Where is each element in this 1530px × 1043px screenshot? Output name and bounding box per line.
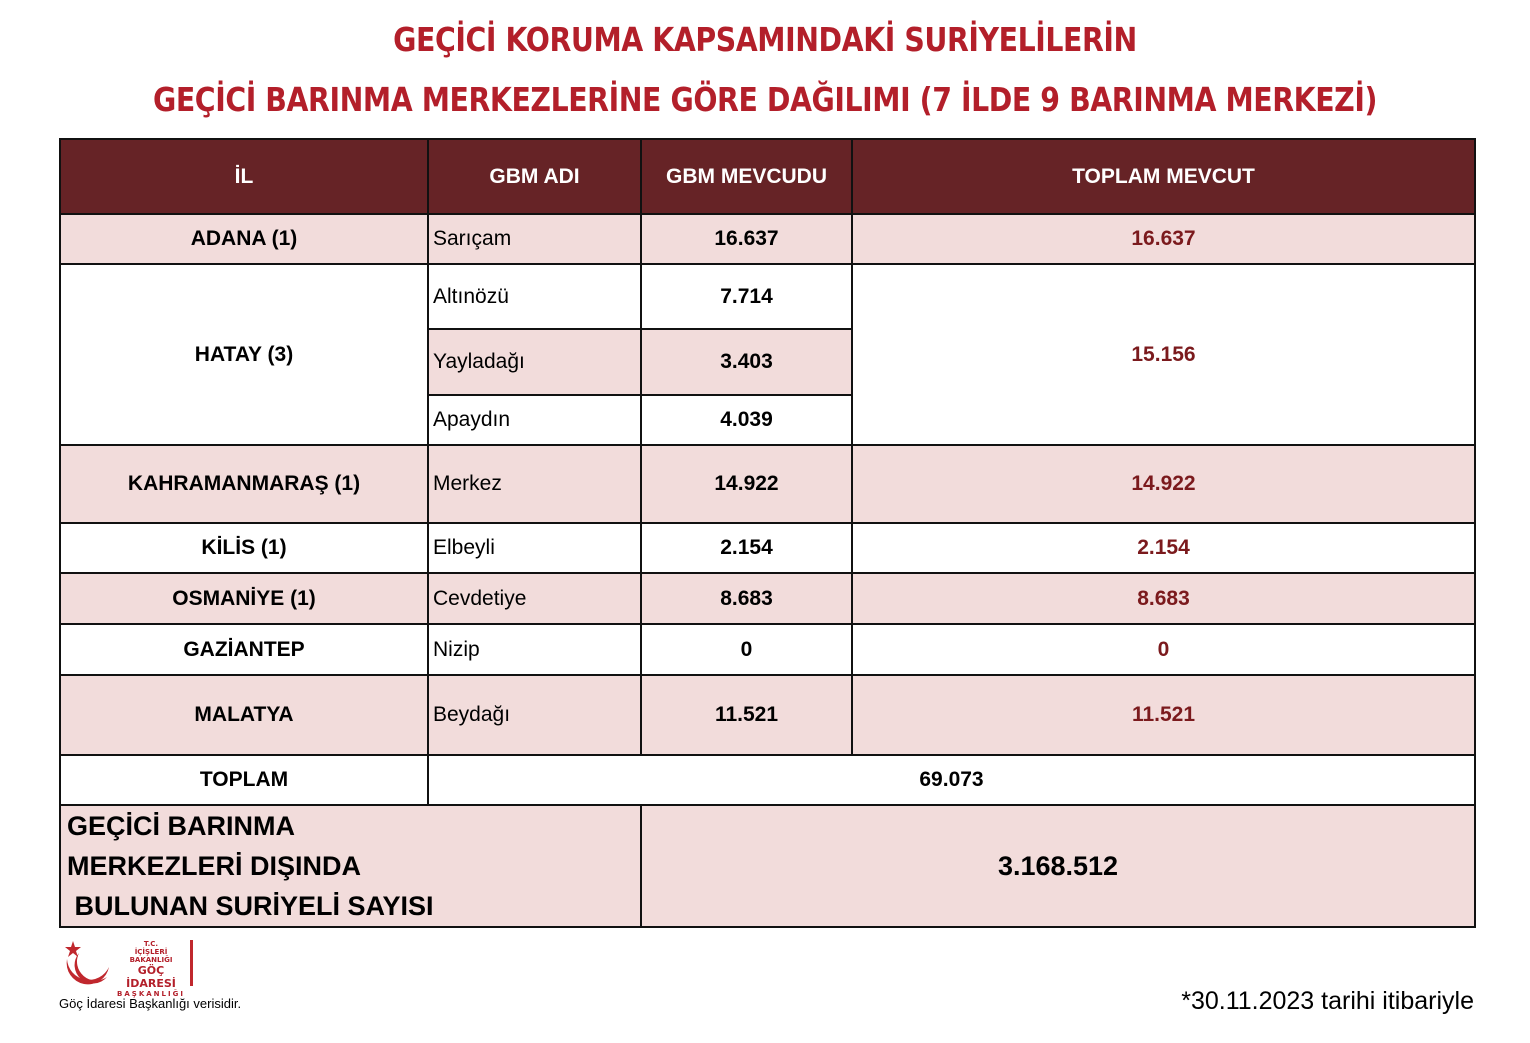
logo-line-2: İÇİŞLERİ BAKANLIĞI — [129, 948, 173, 964]
cell-gbm-adi: Apaydın — [428, 395, 641, 445]
cell-toplam-mevcut: 0 — [852, 624, 1475, 675]
cell-toplam-mevcut: 14.922 — [852, 445, 1475, 523]
table-row-malatya — [60, 675, 1475, 755]
cell-gbm-adi: Elbeyli — [428, 523, 641, 573]
page-title-line-2: GEÇİCİ BARINMA MERKEZLERİNE GÖRE DAĞILIMI (7 İLDE 9 BARINMA MERKEZİ) — [152, 80, 1378, 119]
cell-gbm-adi: Cevdetiye — [428, 573, 641, 624]
cell-il: GAZİANTEP — [60, 624, 428, 675]
cell-il: ADANA (1) — [60, 214, 428, 264]
cell-toplam-mevcut: 8.683 — [852, 573, 1475, 624]
cell-gbm-mevcudu: 8.683 — [641, 573, 852, 624]
source-note: Göç İdaresi Başkanlığı verisidir. — [59, 996, 242, 1011]
table-row-adana — [60, 214, 1475, 264]
logo-line-1: T.C. — [143, 940, 159, 948]
cell-gbm-mevcudu: 3.403 — [641, 329, 852, 395]
cell-gbm-mevcudu: 11.521 — [641, 675, 852, 755]
outside-label-line-3: BULUNAN SURİYELİ SAYISI — [67, 891, 434, 921]
cell-toplam-label: TOPLAM — [60, 755, 428, 805]
cell-il: OSMANİYE (1) — [60, 573, 428, 624]
cell-gbm-mevcudu: 7.714 — [641, 264, 852, 329]
logo-line-3: GÖÇ İDARESİ — [126, 964, 176, 990]
table-row-gaziantep — [60, 624, 1475, 675]
table-row-kilis — [60, 523, 1475, 573]
distribution-table — [59, 138, 1476, 928]
header-gbm-mevcudu: GBM MEVCUDU — [641, 139, 852, 214]
outside-label-line-1: GEÇİCİ BARINMA — [67, 811, 295, 841]
cell-gbm-adi: Altınözü — [428, 264, 641, 329]
cell-gbm-adi: Merkez — [428, 445, 641, 523]
table-row-hatay-1 — [60, 264, 1475, 329]
cell-gbm-mevcudu: 0 — [641, 624, 852, 675]
cell-gbm-mevcudu: 2.154 — [641, 523, 852, 573]
cell-gbm-adi: Nizip — [428, 624, 641, 675]
cell-toplam-mevcut: 15.156 — [852, 264, 1475, 445]
header-toplam-mevcut: TOPLAM MEVCUT — [852, 139, 1475, 214]
logo-line-4: BAŞKANLIĞI — [117, 990, 185, 998]
logo-divider — [190, 940, 193, 986]
page-title-line-1: GEÇİCİ KORUMA KAPSAMINDAKİ SURİYELİLERİN — [393, 20, 1137, 59]
cell-toplam-value: 69.073 — [428, 755, 1475, 805]
cell-gbm-adi: Sarıçam — [428, 214, 641, 264]
cell-toplam-mevcut: 2.154 — [852, 523, 1475, 573]
cell-gbm-adi: Yayladağı — [428, 329, 641, 395]
cell-outside-value: 3.168.512 — [641, 805, 1475, 927]
table-row-kahramanmaras — [60, 445, 1475, 523]
cell-il: KİLİS (1) — [60, 523, 428, 573]
cell-toplam-mevcut: 16.637 — [852, 214, 1475, 264]
header-gbm-adi: GBM ADI — [428, 139, 641, 214]
cell-il: MALATYA — [60, 675, 428, 755]
table-row-outside-centers — [60, 805, 1475, 927]
cell-gbm-adi: Beydağı — [428, 675, 641, 755]
table-row-osmaniye — [60, 573, 1475, 624]
date-note: *30.11.2023 tarihi itibariyle — [1181, 987, 1474, 1015]
cell-gbm-mevcudu: 14.922 — [641, 445, 852, 523]
logo-text — [115, 940, 187, 998]
cell-il: KAHRAMANMARAŞ (1) — [60, 445, 428, 523]
cell-toplam-mevcut: 11.521 — [852, 675, 1475, 755]
cell-outside-label — [60, 805, 641, 927]
cell-gbm-mevcudu: 16.637 — [641, 214, 852, 264]
header-il: İL — [60, 139, 428, 214]
outside-label-line-2: MERKEZLERİ DIŞINDA — [67, 851, 362, 881]
table-row-toplam — [60, 755, 1475, 805]
cell-gbm-mevcudu: 4.039 — [641, 395, 852, 445]
cell-il: HATAY (3) — [60, 264, 428, 445]
table-header-row — [60, 139, 1475, 214]
